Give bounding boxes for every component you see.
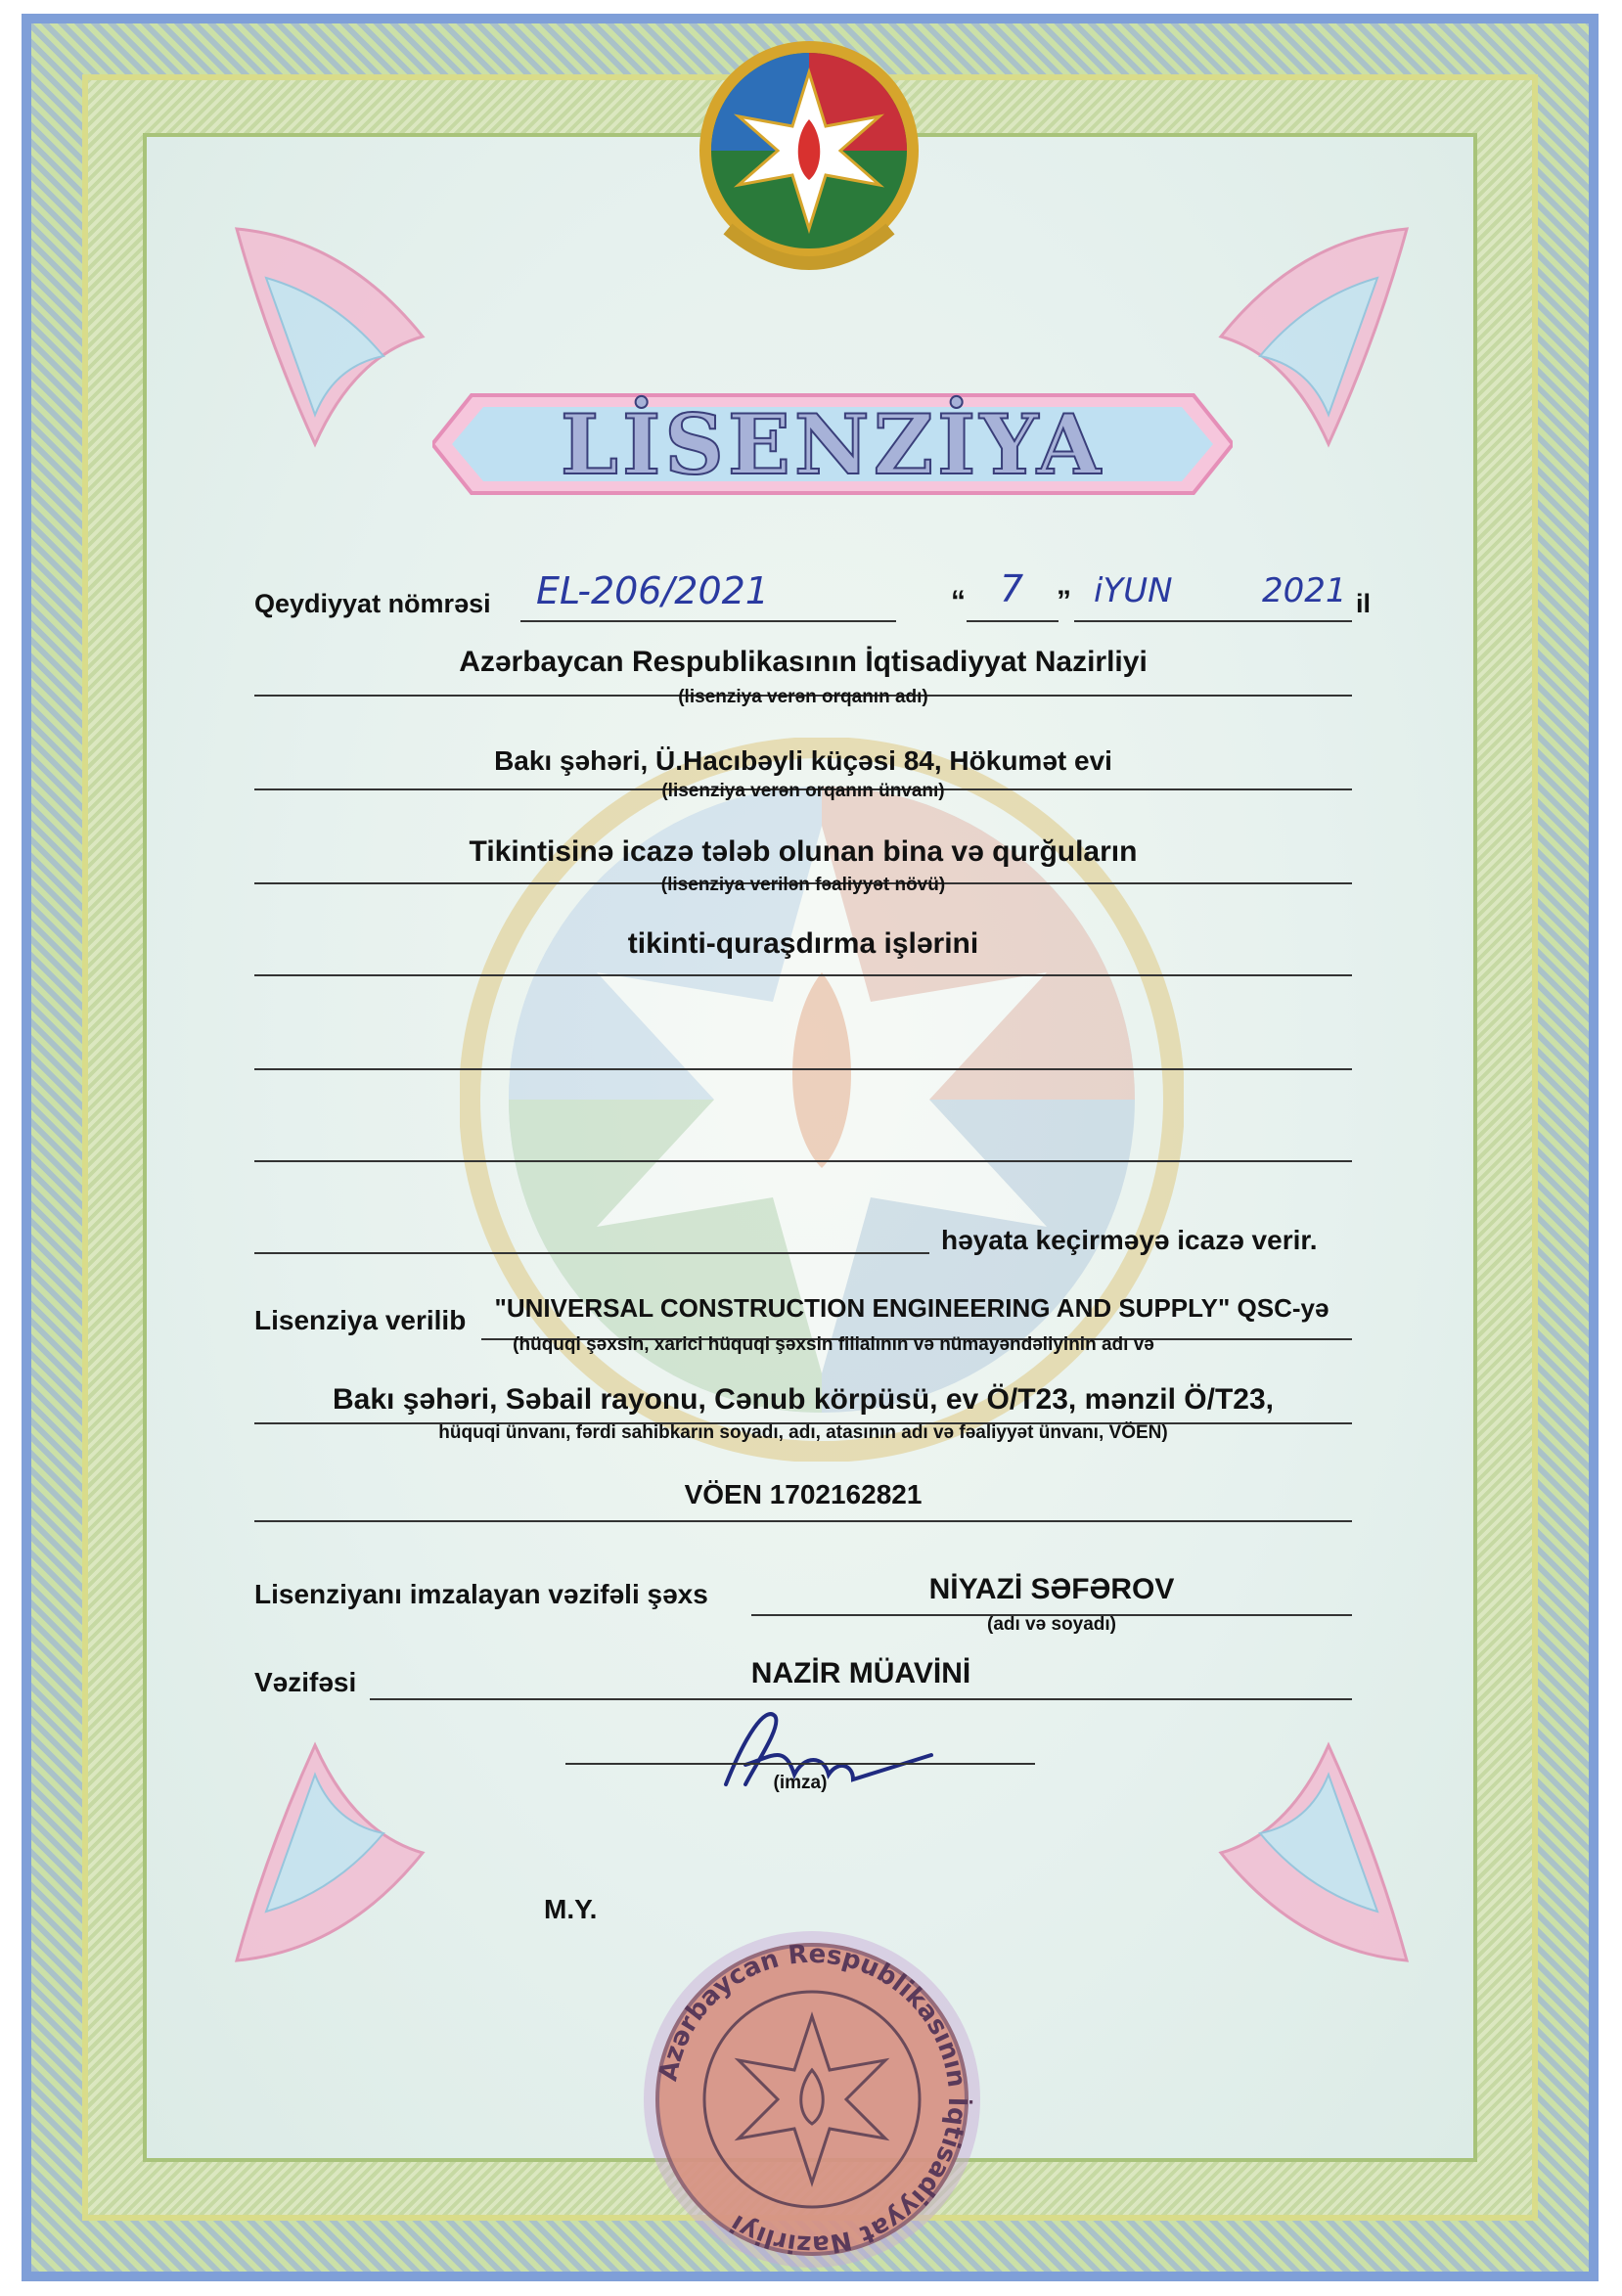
issuer-name: Azərbaycan Respublikasının İqtisadiyyat Nazirliyi [459, 646, 1148, 678]
registration-label: Qeydiyyat nömrəsi [254, 589, 491, 618]
registration-day: 7 [1000, 567, 1024, 610]
document-title: LİSENZİYA [560, 395, 1105, 493]
licensee-name: "UNIVERSAL CONSTRUCTION ENGINEERING AND SUPPLY" QSC-yə [494, 1293, 1329, 1323]
signature-caption: (imza) [773, 1773, 828, 1793]
corner-ornament-bottom-left [227, 1716, 472, 1970]
blank-line-3 [254, 1221, 929, 1254]
issuer-address-caption: (lisenziya verən orqanın ünvanı) [661, 781, 945, 801]
activity-type-caption: (lisenziya verilən fəaliyyət növü) [660, 875, 946, 895]
license-certificate [22, 14, 1599, 2281]
licensee-address-caption: hüquqi ünvanı, fərdi sahibkarın soyadı, adı, atasının adı və fəaliyyət ünvanı, VÖEN) [438, 1422, 1168, 1443]
licensee-voen: VÖEN 1702162821 [684, 1479, 923, 1509]
issuer-address: Bakı şəhəri, Ü.Hacıbəyli küçəsi 84, Hökumət evi [494, 745, 1112, 776]
activity-type-line1: Tikintisinə icazə tələb olunan bina və qurğuların [469, 835, 1138, 868]
position-label: Vəzifəsi [254, 1667, 357, 1697]
blank-line-2 [254, 1129, 1352, 1162]
signature-line [565, 1761, 1035, 1765]
activity-closing-text: həyata keçirməyə icazə verir. [941, 1225, 1318, 1255]
year-suffix: il [1356, 589, 1372, 618]
licensee-label: Lisenziya verilib [254, 1305, 467, 1335]
seal-place-label: M.Y. [544, 1894, 598, 1924]
signatory-position: NAZİR MÜAVİNİ [750, 1657, 971, 1689]
state-emblem-icon [669, 33, 949, 313]
blank-line-1 [254, 1037, 1352, 1070]
signatory-label: Lisenziyanı imzalayan vəzifəli şəxs [254, 1579, 708, 1609]
corner-ornament-bottom-right [1172, 1716, 1417, 1970]
svg-text:Azərbaycan Respublikasının İqt: Azərbaycan Respublikasının İqtisadiyyat Nazirliyi [653, 1939, 972, 2260]
activity-type-line2: tikinti-quraşdırma işlərini [627, 927, 979, 960]
date-open-quote: “ [951, 585, 966, 617]
date-close-quote: ” [1057, 585, 1071, 617]
licensee-address: Bakı şəhəri, Səbail rayonu, Cənub körpüsü, ev Ö/T23, mənzil Ö/T23, [333, 1383, 1274, 1416]
registration-month: iYUN [1094, 571, 1173, 610]
ministry-seal-stamp [636, 1923, 988, 2275]
issuer-name-caption: (lisenziya verən orqanın adı) [678, 687, 928, 707]
licensee-name-caption: (hüquqi şəxsin, xarici hüquqi şəxsin filialının və nümayəndəliyinin adı və [513, 1334, 1154, 1355]
signatory-name: NİYAZİ SƏFƏROV [928, 1573, 1175, 1605]
signatory-name-caption: (adı və soyadı) [987, 1614, 1116, 1635]
registration-year: 2021 [1262, 571, 1347, 610]
registration-number: EL-206/2021 [536, 569, 769, 612]
